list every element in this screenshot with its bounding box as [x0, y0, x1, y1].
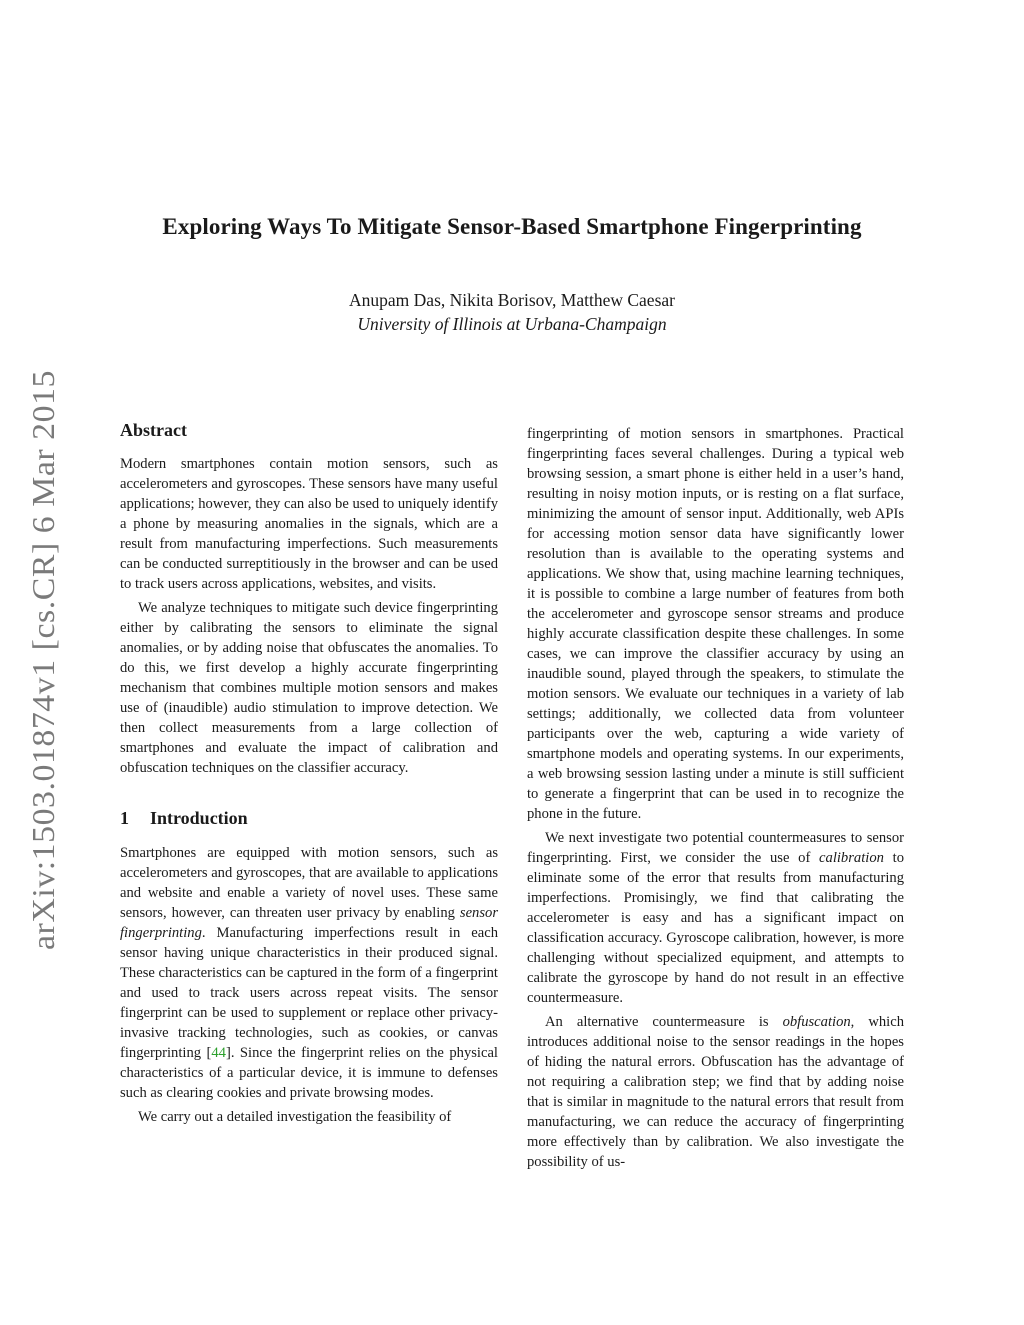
citation-link[interactable]: 44	[211, 1045, 226, 1061]
section-title: Introduction	[150, 808, 248, 828]
intro-paragraph-2: We carry out a detailed investigation the feasibility of	[138, 1109, 452, 1125]
section-number: 1	[120, 808, 129, 828]
arxiv-identifier	[14, 360, 66, 960]
introduction-heading	[120, 808, 498, 828]
abstract-heading: Abstract	[120, 420, 187, 440]
emphasis-obfuscation: obfuscation	[782, 1014, 851, 1030]
intro-paragraph-3: We next investigate two potential countermeasures to sensor fingerprinting. First, we consider the use of calibration to eliminate some of the error that results from manufacturing imperfections. Promisingly, we find that calibrating the accelerometer is easy and has a significant impact on classification accuracy. Gyroscope calibration, however, is more challenging without specialized equipment, and attempts to calibrate the gyroscope by hand do not result in an effective countermeasure.	[527, 830, 904, 1006]
abstract-paragraph-1: Modern smartphones contain motion sensors, such as accelerometers and gyroscopes. These sensors have many useful applications; however, they can also be used to uniquely identify a phone by measuring anomalies in the signals, which are a result from manufacturing imperfections. Such measurements can be conducted surreptitiously in the browser and can be used to track users across applications, websites, and visits.	[120, 456, 498, 592]
emphasis-sensor-fingerprinting: sensor fingerprinting	[120, 905, 498, 941]
abstract-paragraph-2: We analyze techniques to mitigate such device fingerprinting either by calibrating the sensors to eliminate the signal anomalies, or by adding noise that obfuscates the anomalies. To do this, we first develop a highly accurate fingerprinting mechanism that combines multiple motion sensors and makes use of (inaudible) audio stimulation to improve detection. We then collect measurements from a large collection of smartphones and evaluate the impact of calibration and obfuscation techniques on the classifier accuracy.	[120, 600, 498, 776]
right-column	[527, 424, 904, 1172]
affiliation: University of Illinois at Urbana-Champaign	[357, 314, 667, 334]
emphasis-calibration: calibration	[819, 850, 884, 866]
intro-paragraph-1: Smartphones are equipped with motion sensors, such as accelerometers and gyroscopes, that are available to applications and website and enable a variety of novel uses. These same sensors, however, can threaten user privacy by enabling sensor fingerprinting. Manufacturing imperfections result in each sensor having unique characteristics in their produced signal. These characteristics can be captured in the form of a fingerprint and used to track users across repeat visits. The sensor fingerprint can be used to supplement or replace other privacy-invasive tracking technologies, such as cookies, or canvas fingerprinting [44]. Since the fingerprint relies on the physical characteristics of a particular device, it is immune to defenses such as clearing cookies and private browsing modes.	[120, 845, 498, 1101]
intro-paragraph-4: An alternative countermeasure is obfuscation, which introduces additional noise to the sensor readings in the hopes of hiding the natural errors. Obfuscation has the advantage of not requiring a calibration step; we find that by adding noise that is similar in magnitude to the natural errors that result from manufacturing, we can reduce the accuracy of fingerprinting more effectively than by calibration. We also investigate the possibility of us-	[527, 1014, 904, 1170]
intro-paragraph-2-continued: fingerprinting of motion sensors in smartphones. Practical fingerprinting faces several challenges. During a typical web browsing session, a smart phone is either held in a user’s hand, resulting in noisy motion inputs, or is resting on a flat surface, minimizing the amount of sensor input. Additionally, web APIs for accessing motion sensor data have significantly lower resolution than is available to the operating systems and applications. We show that, using machine learning techniques, it is possible to combine a large number of features from both the accelerometer and gyroscope sensor streams and produce highly accurate classification despite these challenges. In some cases, we can improve the classifier accuracy by using an inaudible sound, played through the speakers, to stimulate the motion sensors. We evaluate our techniques in a variety of lab settings; additionally, we collected data from volunteer participants over the web, capturing a wide variety of smartphone models and operating systems. In our experiments, a web browsing session lasting under a minute is still sufficient to generate a fingerprint that can be used in to recognize the phone in the future.	[527, 426, 904, 822]
author-list: Anupam Das, Nikita Borisov, Matthew Caesar	[349, 290, 675, 310]
paper-title: Exploring Ways To Mitigate Sensor-Based Smartphone Fingerprinting	[162, 214, 862, 239]
arxiv-identifier-text: arXiv:1503.01874v1 [cs.CR] 6 Mar 2015	[25, 401, 61, 950]
left-column	[120, 420, 498, 1127]
